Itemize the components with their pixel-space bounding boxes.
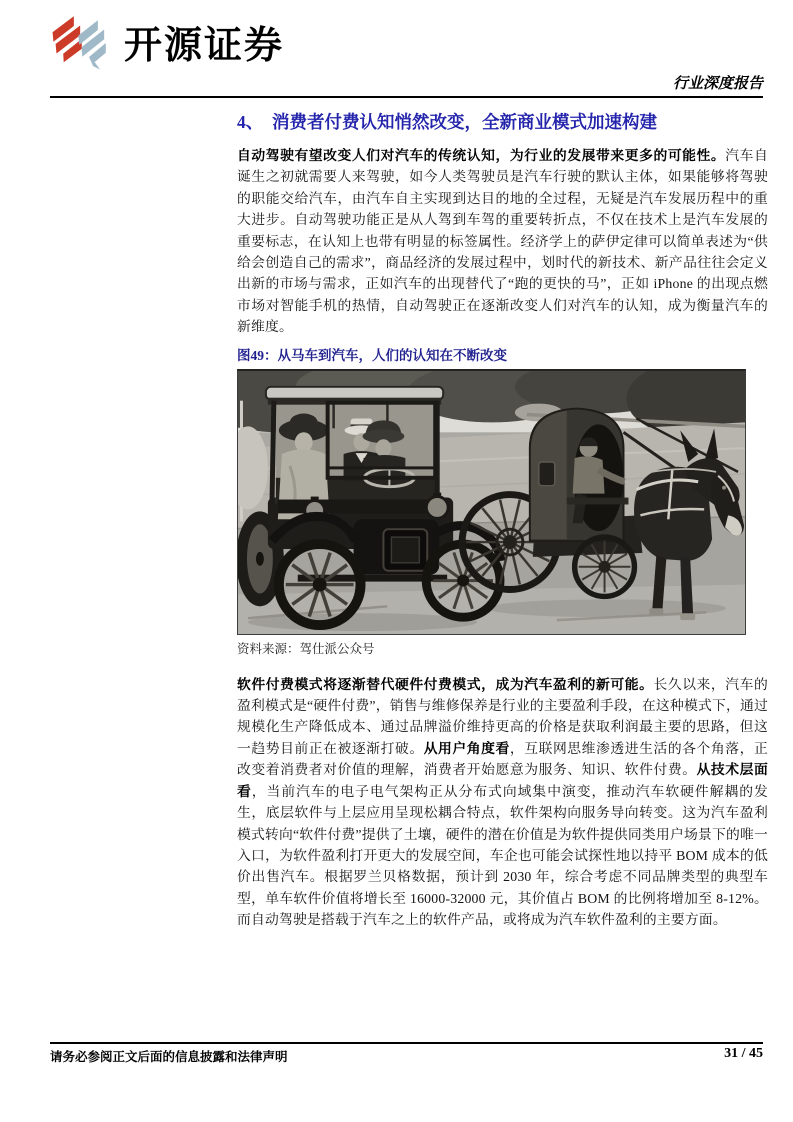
- paragraph-2: [237, 674, 768, 931]
- paragraph-1-lead: 自动驾驶有望改变人们对汽车的传统认知，为行业的发展带来更多的可能性。: [237, 148, 726, 163]
- footer-page-number: 31 / 45: [724, 1046, 763, 1061]
- photo-lamp-right: [426, 496, 448, 518]
- figure-photo: [237, 369, 746, 635]
- paragraph-2-text-2: ，互联网思维渗透进生活的各个角落，正改变着消费者对价值的理解，消费者开始愿意为服务、知识、软件付费。: [237, 740, 768, 778]
- footer-rule: [50, 1042, 763, 1044]
- paragraph-1-text: 汽车自诞生之初就需要人来驾驶，如今人类驾驶员是汽车行驶的默认主体，如果能够将驾驶的职能交给汽车，由汽车自主实现到达目的地的全过程，无疑是汽车发展历程中的重大进步。自动驾驶功能正是从人驾到车驾的重要转折点，不仅在技术上是汽车发展的重要标志，在认知上也带有明显的标签属性。经济学上的萨伊定律可以简单表述为“供给会创造自己的需求”，商品经济的发展过程中，划时代的新技术、新产品往往会定义出新的市场与需求，正如汽车的出现替代了“跑的更快的马”，正如 iPhone 的出现点燃市场对智能手机的热情，自动驾驶正在逐渐改变人们对汽车的认知，成为衡量汽车的新维度。: [237, 148, 768, 335]
- paragraph-1: [237, 145, 768, 338]
- photo-cart-wheel-right: [575, 537, 635, 596]
- paragraph-2-lead: 软件付费模式将逐渐替代硬件付费模式，成为汽车盈利的新可能。: [237, 676, 654, 692]
- figure-source-label: 资料来源：: [237, 641, 300, 656]
- brand-name: 开源证券: [124, 23, 285, 67]
- section-title: 4、 消费者付费认知悄然改变，全新商业模式加速构建: [237, 112, 657, 132]
- main-column: [237, 110, 768, 931]
- header-rule: [50, 96, 763, 98]
- paragraph-2-text-1: 长久以来，汽车的盈利模式是“硬件付费”，销售与维修保养是行业的主要盈利手段，在这种模式下，通过规模化生产降低成本、通过品牌溢价维持更高的价格是获取利润最主要的思路，但这一趋势目前正在被逐渐打破。: [237, 676, 768, 756]
- brand-logo: [52, 16, 284, 74]
- footer-disclaimer: 请务必参阅正文后面的信息披露和法律声明: [50, 1050, 288, 1064]
- figure-source: [237, 641, 768, 658]
- paragraph-2-text-3: ，当前汽车的电子电气架构正从分布式向域集中演变，推动汽车软硬件解耦的发生，底层软件与上层应用呈现松耦合特点，软件架构向服务导向转变。这为汽车盈利模式转向“软件付费”提供了土壤，硬件的潜在价值是为软件提供同类用户场景下的唯一入口，为软件盈利打开更大的发展空间，车企也可能会试探性地以持平 BOM 成本的低价出售汽车。根据罗兰贝格数据，预计到 2030 年，综合考虑不同品牌类型的典型车型，单车软件价值将增长至 16000-32000 元，其价值占 BOM 的比例将增加至 8-12%。而自动驾驶是搭载于汽车之上的软件产品，或将成为汽车软件盈利的主要方面。: [237, 783, 769, 928]
- brand-logo-icon: [52, 16, 114, 74]
- report-type-label: 行业深度报告: [672, 76, 763, 92]
- photo-cart-window: [539, 462, 555, 486]
- figure-photo-illustration: [238, 371, 745, 634]
- figure-caption: 图49：从马车到汽车，人们的认知在不断改变: [237, 347, 507, 363]
- paragraph-2-bold-user: 从用户角度看: [423, 740, 510, 756]
- paragraph-2-bold-tech: 从技术层面看: [237, 762, 769, 799]
- figure-source-text: 驾仕派公众号: [299, 641, 375, 656]
